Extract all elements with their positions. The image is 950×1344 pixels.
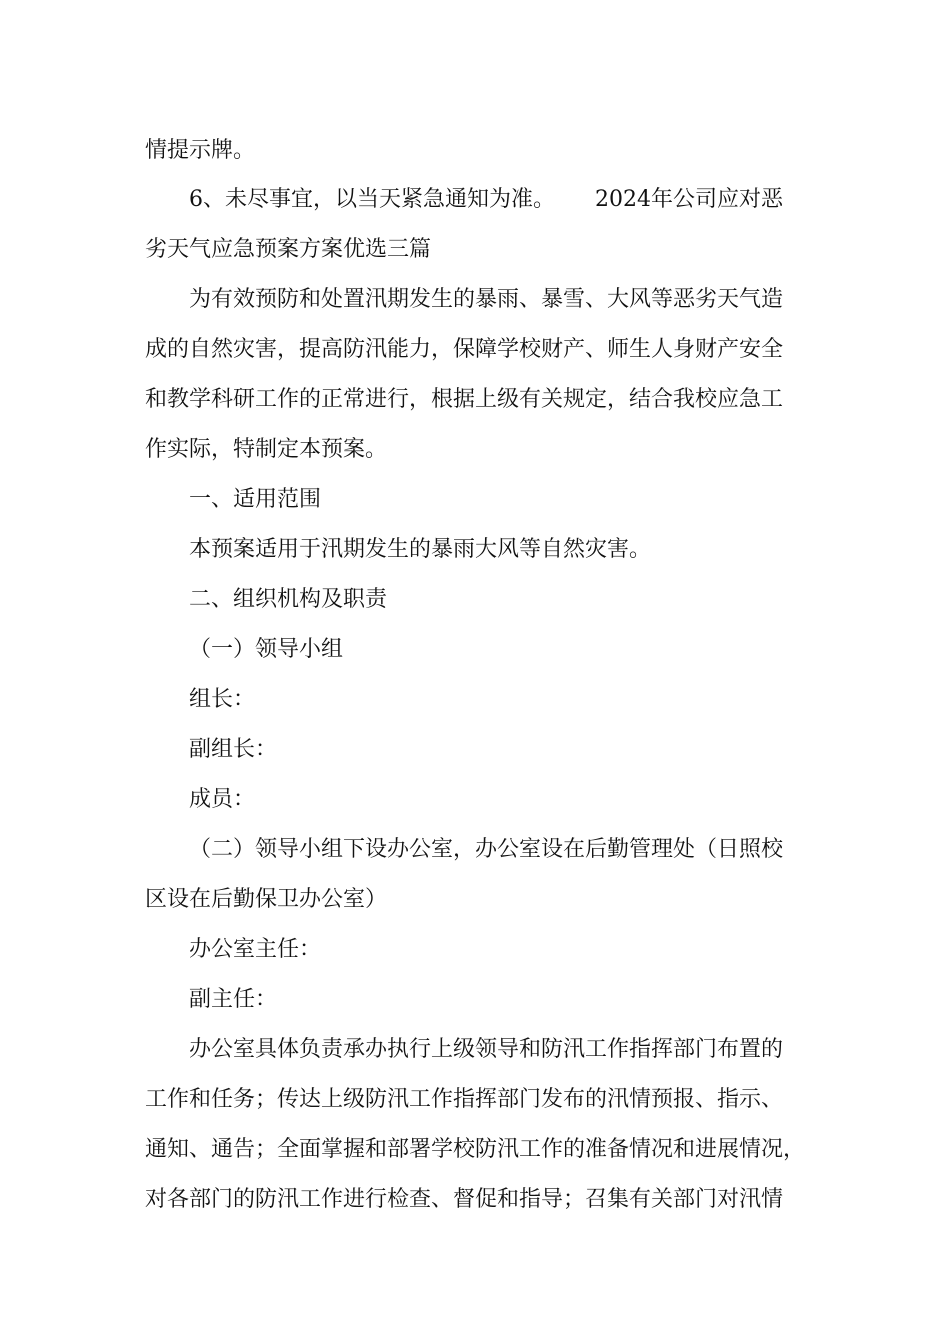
text-line-21: 通知、通告；全面掌握和部署学校防汛工作的准备情况和进展情况， (145, 1137, 806, 1162)
text-line-13: 副组长： (189, 737, 278, 762)
subsection-heading-1: （一）领导小组 (189, 637, 344, 662)
text-line-7: 作实际，特制定本预案。 (145, 437, 388, 462)
text-line-16: 区设在后勤保卫办公室） (145, 887, 388, 912)
text-line-2a: 6、未尽事宜，以当天紧急通知为准。 (189, 187, 555, 212)
text-line-19: 办公室具体负责承办执行上级领导和防汛工作指挥部门布置的 (189, 1037, 784, 1062)
text-line-22: 对各部门的防汛工作进行检查、督促和指导；召集有关部门对汛情 (145, 1187, 784, 1212)
text-line-17: 办公室主任： (189, 937, 322, 962)
text-line-3: 劣天气应急预案方案优选三篇 (145, 237, 432, 262)
text-line-12: 组长： (189, 687, 256, 712)
text-line-6: 和教学科研工作的正常进行，根据上级有关规定，结合我校应急工 (145, 387, 784, 412)
section-heading-1: 一、适用范围 (189, 487, 322, 512)
text-line-2b: 2024年公司应对恶 (595, 187, 783, 212)
text-line-20: 工作和任务；传达上级防汛工作指挥部门发布的汛情预报、指示、 (145, 1087, 784, 1112)
text-line-5: 成的自然灾害，提高防汛能力，保障学校财产、师生人身财产安全 (145, 337, 784, 362)
section-heading-2: 二、组织机构及职责 (189, 587, 388, 612)
text-line-15: （二）领导小组下设办公室，办公室设在后勤管理处（日照校 (189, 837, 784, 862)
text-line-18: 副主任： (189, 987, 278, 1012)
text-line-9: 本预案适用于汛期发生的暴雨大风等自然灾害。 (189, 537, 652, 562)
text-line-14: 成员： (189, 787, 256, 812)
text-line-4: 为有效预防和处置汛期发生的暴雨、暴雪、大风等恶劣天气造 (189, 287, 784, 312)
text-line-1: 情提示牌。 (145, 138, 256, 163)
text-line-2 (189, 186, 825, 214)
